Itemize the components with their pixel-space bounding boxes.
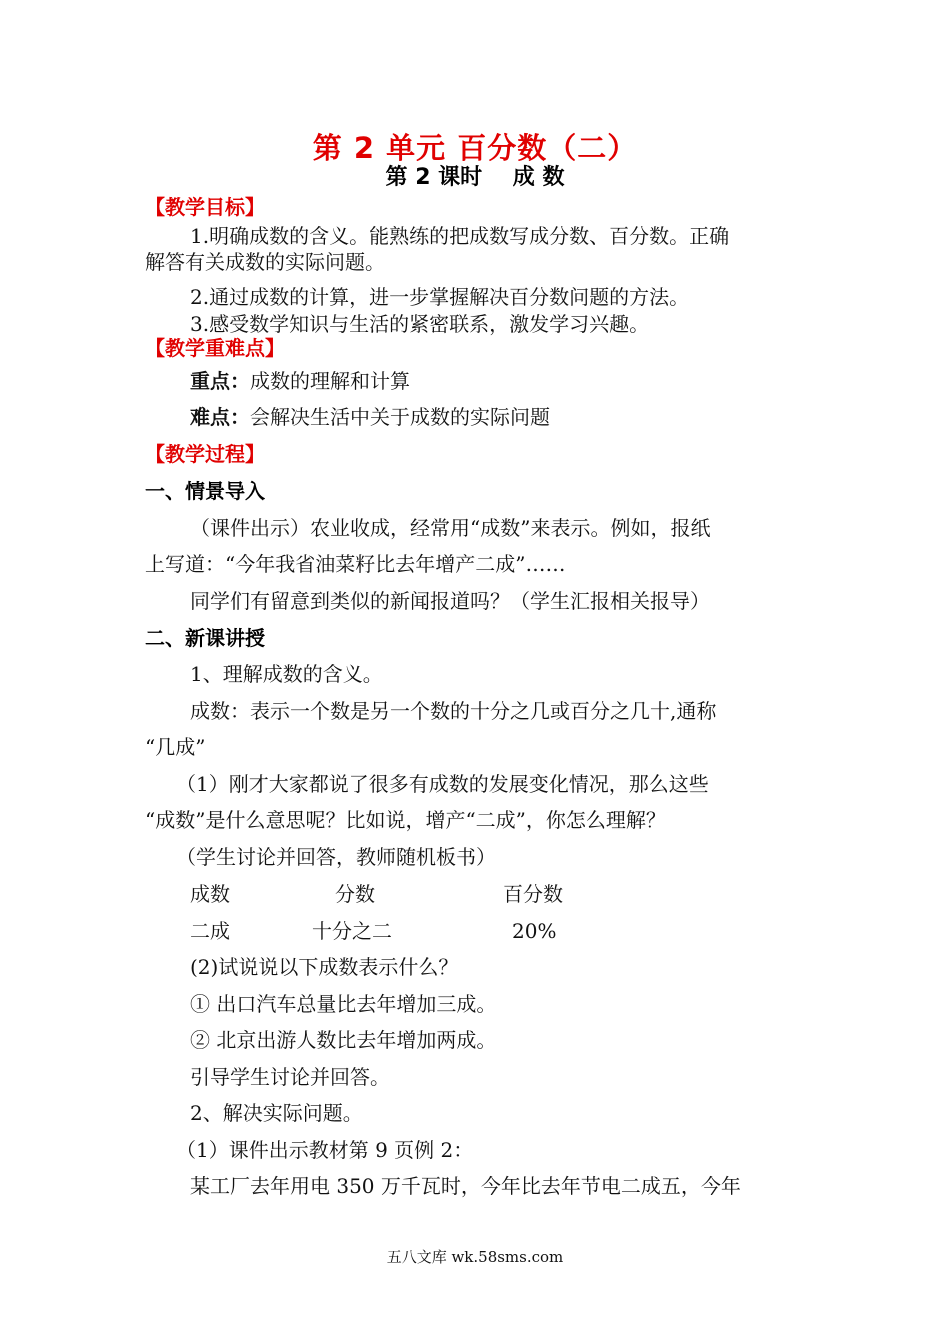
goals-heading: 【教学目标】 [145, 195, 265, 219]
intro-line-b: 上写道：“今年我省油菜籽比去年增产二成”…… [145, 552, 566, 576]
difficulty-label: 难点： [190, 405, 250, 429]
table-header-cell: 成数 [190, 882, 230, 906]
question-2: (2)试说说以下成数表示什么？ [190, 955, 459, 979]
definition-line-b: “几成” [145, 735, 206, 759]
process-heading: 【教学过程】 [145, 442, 265, 466]
goal-1-line-a: 1.明确成数的含义。能熟练的把成数写成分数、百分数。正确 [190, 224, 730, 248]
difficulty-point [190, 403, 805, 431]
question-2-item-2: ② 北京出游人数比去年增加两成。 [190, 1028, 497, 1052]
table-cell: 二成 [190, 919, 230, 943]
table-cell: 20% [512, 919, 557, 943]
goal-3: 3.感受数学知识与生活的紧密联系，激发学习兴趣。 [190, 312, 650, 336]
key-difficulty-heading: 【教学重难点】 [145, 336, 285, 360]
question-2-guide: 引导学生讨论并回答。 [190, 1065, 390, 1089]
lesson-subtitle: 第 2 课时 成 数 [385, 165, 565, 190]
question-1-line-b: “成数”是什么意思呢？比如说，增产“二成”，你怎么理解？ [145, 808, 666, 832]
intro-line-a: （课件出示）农业收成，经常用“成数”来表示。例如，报纸 [190, 516, 711, 540]
part-1-heading: 一、情景导入 [145, 479, 265, 503]
key-point-text: 成数的理解和计算 [250, 369, 410, 393]
footer-watermark: 五八文库 wk.58sms.com [386, 1248, 564, 1266]
page-title: 第 2 单元 百分数（二） [312, 131, 638, 165]
table-header-cell: 分数 [335, 882, 375, 906]
table-cell: 十分之二 [312, 919, 392, 943]
example-line-a: （1）课件出示教材第 9 页例 2： [176, 1138, 474, 1162]
key-point-label: 重点： [190, 369, 250, 393]
goal-1-line-b: 解答有关成数的实际问题。 [145, 250, 385, 274]
part-2-heading: 二、新课讲授 [145, 626, 265, 650]
step-2: 2、解决实际问题。 [190, 1101, 363, 1125]
difficulty-text: 会解决生活中关于成数的实际问题 [250, 405, 550, 429]
question-1-line-a: （1）刚才大家都说了很多有成数的发展变化情况，那么这些 [176, 772, 709, 796]
goal-2: 2.通过成数的计算，进一步掌握解决百分数问题的方法。 [190, 285, 690, 309]
definition-line-a: 成数：表示一个数是另一个数的十分之几或百分之几十,通称 [190, 699, 717, 723]
example-line-b: 某工厂去年用电 350 万千瓦时，今年比去年节电二成五，今年 [190, 1174, 741, 1198]
table-header-cell: 百分数 [503, 882, 563, 906]
key-point [190, 367, 805, 395]
intro-line-c: 同学们有留意到类似的新闻报道吗？（学生汇报相关报导） [190, 589, 710, 613]
question-2-item-1: ① 出口汽车总量比去年增加三成。 [190, 992, 497, 1016]
question-1-line-c: （学生讨论并回答，教师随机板书） [176, 845, 496, 869]
step-1: 1、理解成数的含义。 [190, 662, 383, 686]
